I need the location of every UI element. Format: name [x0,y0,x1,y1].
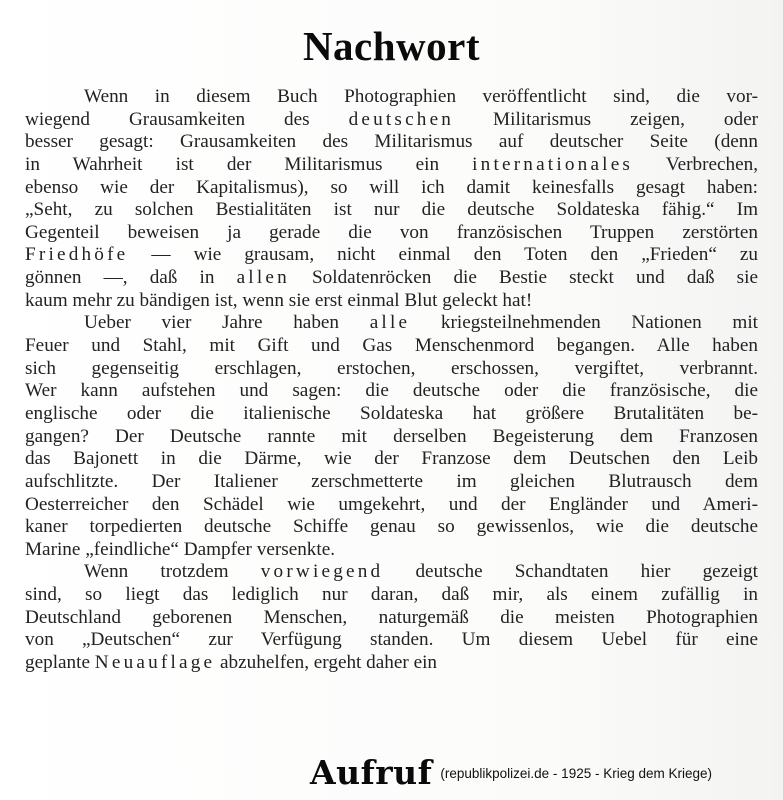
text-line [25,109,758,132]
text-segment: kriegsteilnehmenden Nationen mit [410,312,758,334]
text-line [25,177,758,200]
text-segment: Feuer und Stahl, mit Gift und Gas Menschenmord begangen. Alle haben [25,335,758,357]
emphasized-spaced-text: internationales [472,153,634,175]
text-segment: wiegend Grausamkeiten des [25,108,349,130]
emphasized-spaced-text: allen [236,267,290,289]
text-line [25,154,758,177]
text-segment: Wenn in diesem Buch Photographien veröffentlicht sind, die vor- [84,86,758,107]
paragraph [25,312,758,561]
text-segment: gangen? Der Deutsche rannte mit derselben Begeisterung dem Franzosen [25,425,758,447]
text-line [25,494,758,517]
text-line [25,312,758,335]
text-line [25,244,758,267]
text-segment: Wer kann aufstehen und sagen: die deutsche oder die französische, die [25,380,758,402]
paragraph [25,561,758,674]
text-segment: Marine „feindliche“ Dampfer versenkte. [25,538,336,560]
text-segment: Militarismus zeigen, oder [454,108,758,130]
text-line [25,290,758,313]
text-line [25,584,758,607]
text-line [25,86,758,109]
emphasized-spaced-text: deutschen [348,108,455,130]
text-segment: Wenn trotzdem [84,561,261,583]
text-line [25,380,758,403]
text-line [25,335,758,358]
text-line [25,448,758,471]
text-segment: geplante [25,652,95,674]
text-line [25,561,758,584]
text-segment: „Seht, zu solchen Bestialitäten ist nur die deutsche Soldateska fähig.“ Im [25,199,758,221]
text-line [25,471,758,494]
emphasized-spaced-text: alle [369,312,411,334]
text-segment: ebenso wie der Kapitalismus), so will ich damit keinesfalls gesagt haben: [25,176,758,198]
emphasized-spaced-text: Neuauflage [94,652,216,674]
text-line [25,607,758,630]
text-segment: gönnen —, daß in [25,267,237,289]
text-segment: sich gegenseitig erschlagen, erstochen, erschossen, vergiftet, verbrannt. [25,357,758,379]
text-segment: kaum mehr zu bändigen ist, wenn sie erst einmal Blut geleckt hat! [25,289,533,311]
text-line [25,222,758,245]
text-segment: abzuhelfen, ergeht daher ein [215,652,438,674]
text-segment: Oesterreicher den Schädel wie umgekehrt, und der Engländer und Ameri- [25,493,758,515]
text-line [25,267,758,290]
text-segment: Verbrechen, [633,153,758,175]
text-segment: in Wahrheit ist der Militarismus ein [25,153,473,175]
text-segment: Deutschland geborenen Menschen, naturgemäß die meisten Photographien [25,606,758,628]
text-segment: sind, so liegt das lediglich nur daran, daß mir, als einem zufällig in [25,584,758,606]
text-segment: Soldatenröcken die Bestie steckt und daß sie [289,267,758,289]
emphasized-spaced-text: vorwiegend [260,561,384,583]
text-segment: deutsche Schandtaten hier gezeigt [383,561,758,583]
paragraph [25,86,758,312]
text-line [25,426,758,449]
text-segment: Gegenteil beweisen ja gerade die von französischen Truppen zerstörten [25,221,758,243]
text-line [25,516,758,539]
text-segment: kaner torpedierten deutsche Schiffe genau so gewissenlos, wie die deutsche [25,516,758,538]
emphasized-spaced-text: Friedhöfe [25,244,129,266]
text-line [25,403,758,426]
page-title: Nachwort [302,23,481,69]
text-line [25,652,758,675]
text-segment: das Bajonett in die Därme, wie der Franzose dem Deutschen den Leib [25,448,758,470]
afterword-body [25,86,758,675]
text-segment: aufschlitzte. Der Italiener zerschmetterte im gleichen Blutrausch dem [25,470,758,492]
page-footer [310,753,712,792]
text-segment: von „Deutschen“ zur Verfügung standen. Um diesem Uebel für eine [25,629,758,651]
appeal-heading: Aufruf [310,753,433,792]
text-segment: besser gesagt: Grausamkeiten des Militarismus auf deutscher Seite (denn [25,131,758,153]
text-line [25,539,758,562]
text-line [25,358,758,381]
text-line [25,131,758,154]
source-credit: (republikpolizei.de - 1925 - Krieg dem Kriege) [440,766,713,781]
text-line [25,629,758,652]
text-segment: Ueber vier Jahre haben [84,312,370,334]
text-line [25,199,758,222]
text-segment: englische oder die italienische Soldateska hat größere Brutalitäten be- [25,402,758,424]
text-segment: — wie grausam, nicht einmal den Toten den „Frieden“ zu [128,244,758,266]
